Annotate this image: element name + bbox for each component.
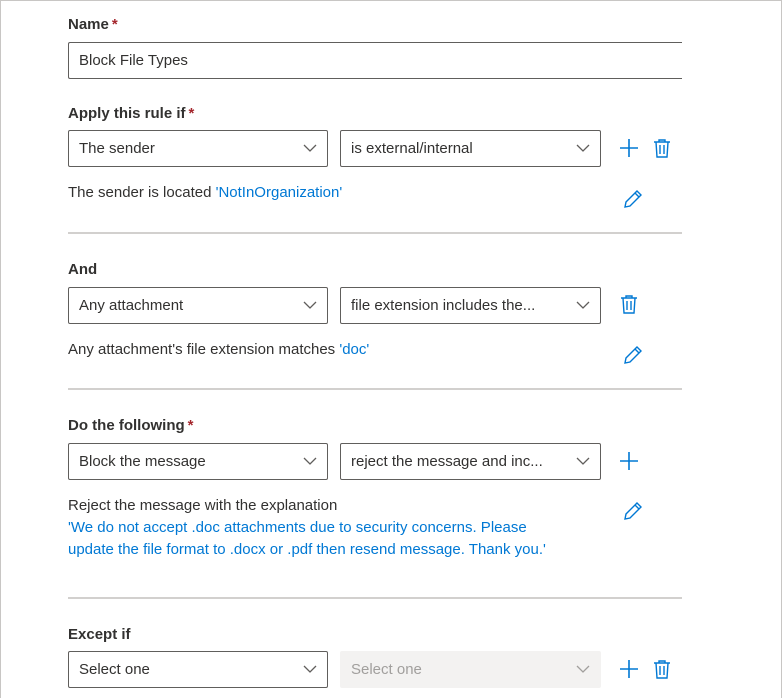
and-description-text: Any attachment's file extension matches — [68, 341, 340, 358]
required-marker: * — [188, 105, 195, 122]
and-condition-value: Any attachment — [79, 297, 184, 314]
do-following-label — [68, 417, 194, 434]
plus-icon[interactable] — [619, 659, 639, 679]
chevron-down-icon — [576, 300, 590, 310]
section-divider — [68, 232, 682, 234]
except-if-label: Except if — [68, 626, 131, 643]
exception-dropdown[interactable] — [68, 651, 328, 688]
chevron-down-icon — [303, 143, 317, 153]
condition-description-text: The sender is located — [68, 184, 216, 201]
rule-name-input[interactable]: Block File Types — [68, 42, 682, 79]
action-description-text: Reject the message with the explanation — [68, 497, 338, 514]
condition-description — [68, 182, 342, 204]
action-description — [68, 495, 546, 561]
chevron-down-icon — [303, 456, 317, 466]
chevron-down-icon — [576, 143, 590, 153]
trash-icon[interactable] — [652, 138, 672, 158]
action-operator-dropdown[interactable] — [340, 443, 601, 480]
section-divider — [68, 388, 682, 390]
do-following-label-text: Do the following — [68, 417, 185, 434]
required-marker: * — [111, 16, 118, 33]
and-label: And — [68, 261, 98, 278]
chevron-down-icon — [576, 664, 590, 674]
pencil-icon[interactable] — [623, 501, 643, 521]
plus-icon[interactable] — [619, 138, 639, 158]
pencil-icon[interactable] — [623, 189, 643, 209]
apply-rule-label — [68, 105, 194, 122]
chevron-down-icon — [576, 456, 590, 466]
exception-dropdown-value: Select one — [79, 661, 150, 678]
condition-operator-value: is external/internal — [351, 140, 473, 157]
condition-value-link[interactable]: 'NotInOrganization' — [215, 184, 343, 201]
and-operator-dropdown[interactable] — [340, 287, 601, 324]
apply-rule-label-text: Apply this rule if — [68, 105, 186, 122]
action-operator-value: reject the message and inc... — [351, 453, 543, 470]
pencil-icon[interactable] — [623, 345, 643, 365]
and-description — [68, 339, 369, 361]
and-operator-value: file extension includes the... — [351, 297, 536, 314]
required-marker: * — [187, 417, 194, 434]
condition-dropdown-value: The sender — [79, 140, 155, 157]
trash-icon[interactable] — [619, 294, 639, 314]
chevron-down-icon — [303, 664, 317, 674]
action-explanation-link-line1[interactable]: 'We do not accept .doc attachments due to security concerns. Please — [68, 519, 527, 536]
exception-operator-dropdown — [340, 651, 601, 688]
action-dropdown[interactable] — [68, 443, 328, 480]
plus-icon[interactable] — [619, 451, 639, 471]
trash-icon[interactable] — [652, 659, 672, 679]
condition-operator-dropdown[interactable] — [340, 130, 601, 167]
exception-operator-value: Select one — [351, 661, 422, 678]
condition-dropdown[interactable] — [68, 130, 328, 167]
name-label — [68, 16, 118, 33]
chevron-down-icon — [303, 300, 317, 310]
name-label-text: Name — [68, 16, 109, 33]
and-condition-dropdown[interactable] — [68, 287, 328, 324]
section-divider — [68, 597, 682, 599]
and-value-link[interactable]: 'doc' — [339, 341, 370, 358]
action-dropdown-value: Block the message — [79, 453, 206, 470]
action-explanation-link-line2[interactable]: update the file format to .docx or .pdf then resend message. Thank you.' — [68, 541, 546, 558]
